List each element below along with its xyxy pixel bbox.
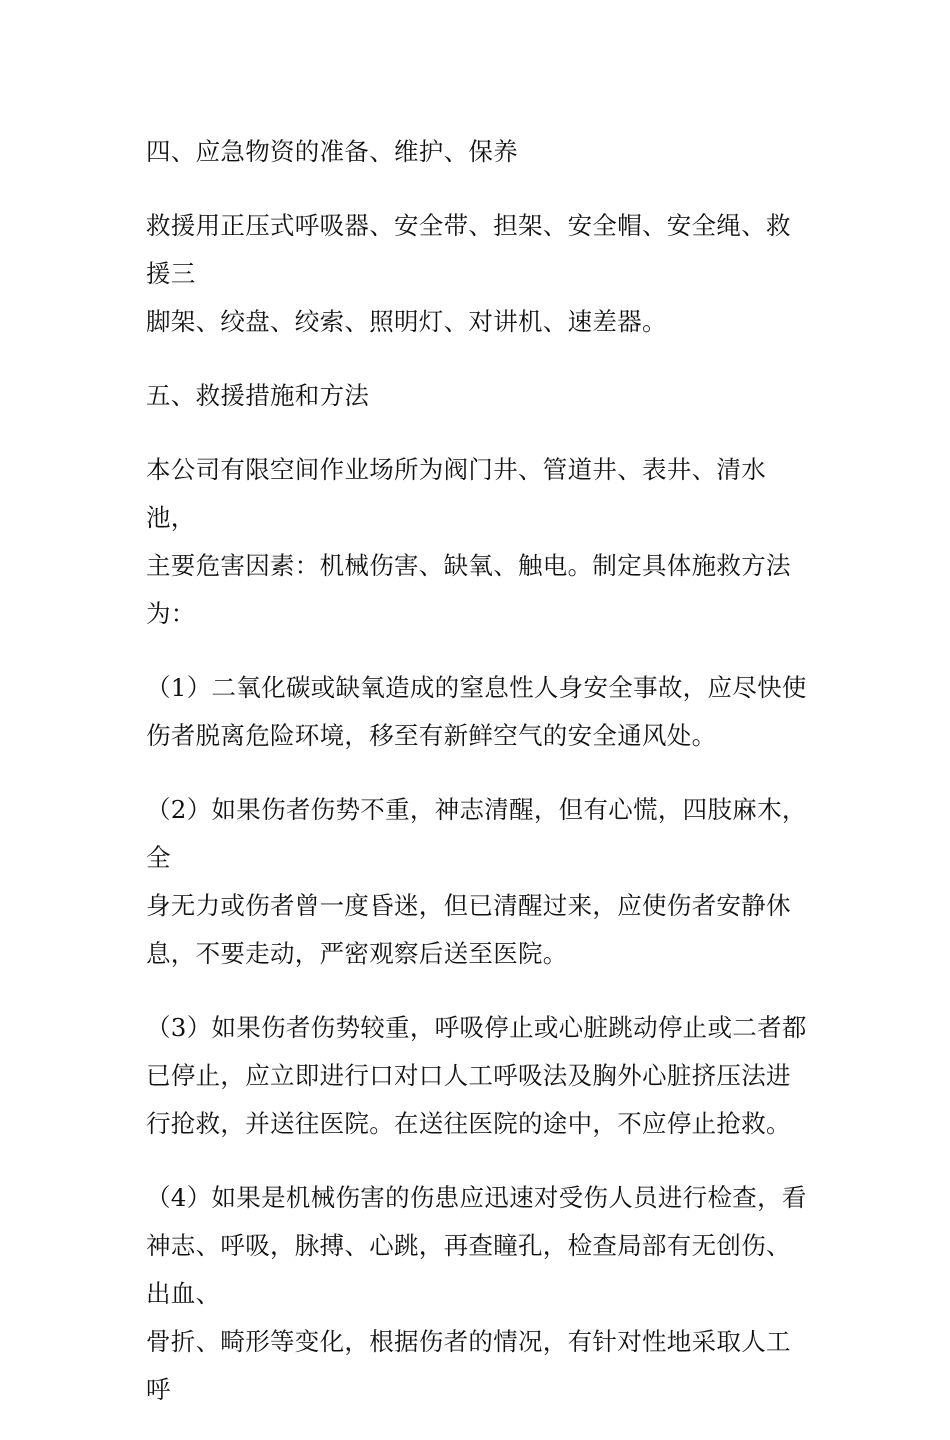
rescue-item-1: （1）二氧化碳或缺氧造成的窒息性人身安全事故，应尽快使 伤者脱离危险环境，移至有新鲜空气的安全通风处。 <box>146 673 807 750</box>
rescue-item-4: （4）如果是机械伤害的伤患应迅速对受伤人员进行检查，看 神志、呼吸，脉搏、心跳，再查瞳孔，检查局部有无创伤、出血、 骨折、畸形等变化，根据伤者的情况，有针对性地采取人工呼 <box>146 1183 807 1404</box>
document-body <box>146 128 814 1440</box>
section-5-intro: 本公司有限空间作业场所为阀门井、管道井、表井、清水池， 主要危害因素：机械伤害、缺氧、触电。制定具体施救方法为： <box>146 455 791 628</box>
section-4-body: 救援用正压式呼吸器、安全带、担架、安全帽、安全绳、救援三 脚架、绞盘、绞索、照明灯、对讲机、速差器。 <box>146 211 791 336</box>
section-4-heading: 四、应急物资的准备、维护、保养 <box>146 137 518 166</box>
section-5-heading: 五、救援措施和方法 <box>146 381 370 410</box>
rescue-item-2: （2）如果伤者伤势不重，神志清醒，但有心慌，四肢麻木，全 身无力或伤者曾一度昏迷，但已清醒过来，应使伤者安静休 息，不要走动，严密观察后送至医院。 <box>146 795 807 968</box>
rescue-item-3: （3）如果伤者伤势较重，呼吸停止或心脏跳动停止或二者都 已停止，应立即进行口对口人工呼吸法及胸外心脏挤压法进 行抢救，并送往医院。在送往医院的途中，不应停止抢救。 <box>146 1013 807 1138</box>
